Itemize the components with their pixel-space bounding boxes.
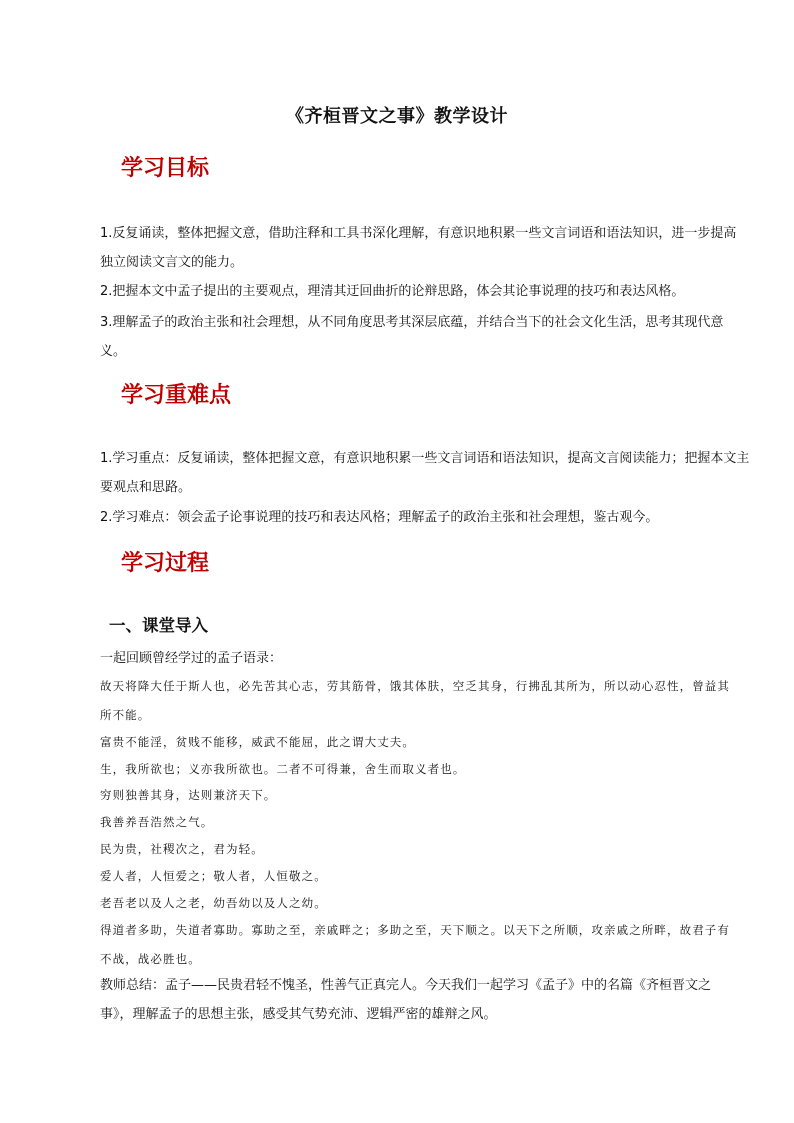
quote-9: 得道者多助，失道者寡助。寡助之至，亲戚畔之；多助之至，天下顺之。以天下之所顺，攻亲戚之所畔，故君子有不战，战必胜也。	[100, 923, 730, 966]
quote-3: 生，我所欲也；义亦我所欲也。二者不可得兼，舍生而取义者也。	[100, 762, 466, 776]
objective-item-3-text: 3.理解孟子的政治主张和社会理想，从不同角度思考其深层底蕴，并结合当下的社会文化生活，思考其现代意义。	[100, 315, 724, 359]
document-title: 《齐桓晋文之事》教学设计	[286, 106, 508, 127]
subheading-lesson-intro: 一、课堂导入	[109, 616, 208, 635]
key-point-item-1-text: 1.学习重点：反复诵读，整体把握文意，有意识地积累一些文言词语和语法知识，提高文言阅读能力；把握本文主要观点和思路。	[100, 451, 750, 495]
objective-item-2	[100, 277, 740, 306]
objective-item-1	[100, 219, 740, 277]
heading-process: 学习过程	[121, 551, 210, 576]
quote-1: 故天将降大任于斯人也，必先苦其心志，劳其筋骨，饿其体肤，空乏其身，行拂乱其所为，所以动心忍性，曾益其所不能。	[100, 679, 730, 722]
objective-item-3	[100, 308, 740, 366]
key-point-item-2	[100, 503, 740, 532]
quote-5: 我善养吾浩然之气。	[100, 815, 214, 829]
teacher-summary: 教师总结：孟子——民贵君轻不愧圣，性善气正真完人。今天我们一起学习《孟子》中的名篇《齐桓晋文之事》，理解孟子的思想主张，感受其气势充沛、逻辑严密的雄辩之风。	[100, 978, 712, 1022]
heading-key-points: 学习重难点	[121, 383, 232, 408]
intro-line: 一起回顾曾经学过的孟子语录：	[100, 651, 283, 666]
objective-item-2-text: 2.把握本文中孟子提出的主要观点，理清其迂回曲折的论辩思路，体会其论事说理的技巧和表达风格。	[100, 284, 685, 299]
key-point-item-1	[100, 444, 750, 502]
quote-8: 老吾老以及人之老，幼吾幼以及人之幼。	[100, 896, 327, 910]
quote-4: 穷则独善其身，达则兼济天下。	[100, 788, 277, 802]
objective-item-1-text: 1.反复诵读，整体把握文意，借助注释和工具书深化理解，有意识地积累一些文言词语和语法知识，进一步提高独立阅读文言文的能力。	[100, 226, 737, 270]
quote-6: 民为贵，社稷次之，君为轻。	[100, 842, 264, 856]
key-point-item-2-text: 2.学习难点：领会孟子论事说理的技巧和表达风格；理解孟子的政治主张和社会理想，鉴古观今。	[100, 510, 659, 525]
quote-7: 爱人者，人恒爱之；敬人者，人恒敬之。	[100, 869, 327, 883]
heading-objectives: 学习目标	[121, 156, 210, 181]
quote-2: 富贵不能淫，贫贱不能移，威武不能屈，此之谓大丈夫。	[100, 735, 415, 749]
